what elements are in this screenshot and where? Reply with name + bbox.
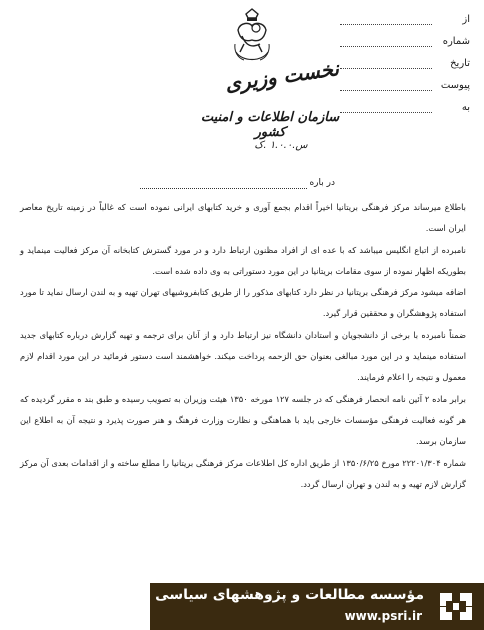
lion-and-sun-emblem-icon xyxy=(232,8,272,66)
field-label: تاریخ xyxy=(450,58,470,69)
watermark-text: مؤسسه مطالعات و پژوهشهای سیاسی xyxy=(155,587,424,603)
organization-name: سازمان اطلاعات و امنیت کشور xyxy=(200,110,340,140)
field-label: شماره xyxy=(442,36,470,47)
field-number xyxy=(340,34,470,56)
watermark-banner xyxy=(150,583,484,630)
body-paragraph: ضمناً نامبرده با برخی از دانشجویان و استادان دانشگاه نیز ارتباط دارد و از آنان برای ترجمه و تهیه گزارش درباره کتابهای جدید استفاده مینماید و در این مورد مبالغی بعنوان حق الزحمه پرداخت میکند. خواهشمند است دستور فرمائید در این مورد اقدام لازم معمول و نتیجه را اعلام فرمایند. xyxy=(20,329,466,383)
body-paragraph: برابر ماده ۲ آئین نامه انحصار فرهنگی که در جلسه ۱۲۷ مورخه ۱۳۵۰ هیئت وزیران به تصویب رسیده و طبق بند ه مقرر گردیده که هر گونه فعالیت فرهنگی مؤسسات خارجی باید با هماهنگی و نظارت وزارت فرهنگ و هنر صورت پذیرد و نتیجه آن به اطلاع این سازمان برسد. xyxy=(20,393,466,447)
letter-body xyxy=(20,197,466,495)
field-line xyxy=(340,46,432,47)
body-paragraph: باطلاع میرساند مرکز فرهنگی بریتانیا اخیراً اقدام بجمع آوری و خرید کتابهای ایرانی نموده است که غالباً در زمینه تاریخ معاصر ایران است. xyxy=(20,202,466,234)
header-fields xyxy=(340,12,470,122)
brand-title: نخست وزیری xyxy=(223,56,341,96)
field-label: از xyxy=(462,14,470,25)
field-line xyxy=(340,112,432,113)
field-to xyxy=(340,100,470,122)
field-date xyxy=(340,56,470,78)
psri-logo-icon xyxy=(432,585,480,628)
field-attachment xyxy=(340,78,470,100)
field-label: به xyxy=(461,102,470,113)
subject-line xyxy=(140,178,335,194)
field-from xyxy=(340,12,470,34)
subject-label: در باره xyxy=(309,178,335,188)
body-paragraph: نامبرده از اتباع انگلیس میباشد که با عده ای از افراد مظنون ارتباط دارد و در مورد گسترش کتابخانه آن مرکز فعالیت مینماید و بطوریکه اظهار نموده از سوی مقامات بریتانیا در این مورد دستوراتی به وی داده شده است. xyxy=(20,244,466,276)
reference-number: س.۱.۰.۰ .ک xyxy=(254,140,308,151)
watermark-url: www.psri.ir xyxy=(344,609,422,623)
subject-dots xyxy=(140,188,307,189)
body-paragraph: اضافه میشود مرکز فرهنگی بریتانیا در نظر دارد کتابهای مذکور را از طریق کتابفروشیهای تهران تهیه و به لندن ارسال نماید تا مورد استفاده پژوهشگران و محققین قرار گیرد. xyxy=(20,287,466,319)
field-line xyxy=(340,24,432,25)
field-line xyxy=(340,68,432,69)
body-paragraph: شماره ۲۲۲۰۱/۳۰۴ مورخ ۱۳۵۰/۶/۲۵ از طریق اداره کل اطلاعات مرکز فرهنگی بریتانیا را مطلع ساخته و از اقدامات بعدی آن مرکز گزارش لازم تهیه و به لندن و تهران ارسال گردد. xyxy=(20,457,466,489)
field-line xyxy=(340,90,432,91)
field-label: پیوست xyxy=(440,80,470,91)
